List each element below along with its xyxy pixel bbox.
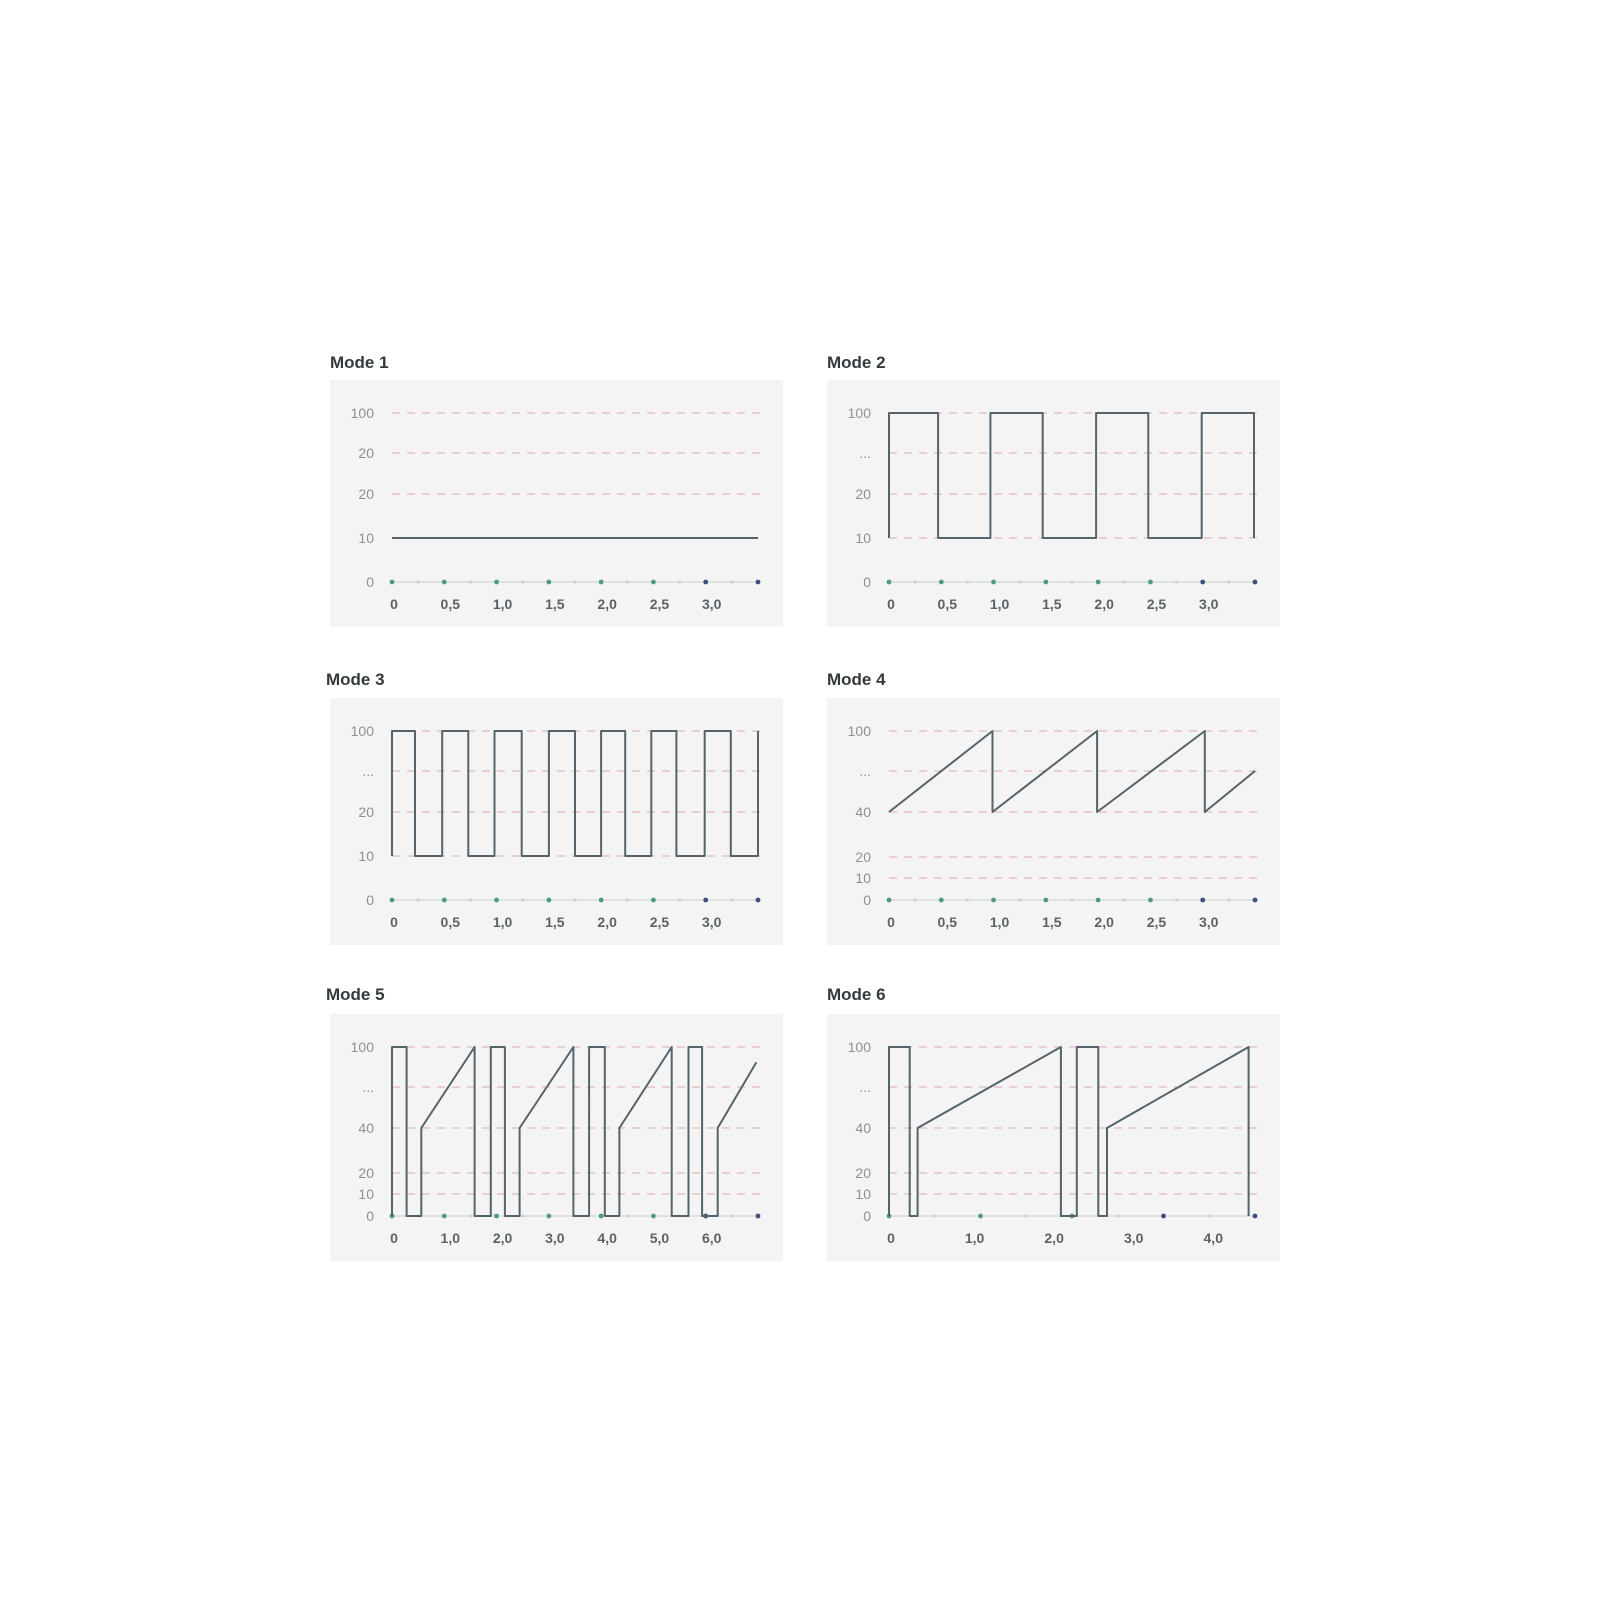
y-tick-label: ... [859,445,871,461]
baseline-marker [1253,1214,1258,1219]
x-tick-label: 1,5 [1042,914,1062,930]
baseline-minor-dot [1227,899,1230,902]
y-tick-label: 20 [358,804,374,820]
x-tick-label: 0,5 [440,914,461,930]
plot-background [827,698,1280,945]
y-tick-label: 10 [855,1186,871,1202]
x-tick-label: 2,5 [1146,914,1167,930]
x-tick-label: 2,0 [492,1230,513,1246]
x-tick-label: 3,0 [701,914,722,930]
plot-background [330,698,783,945]
baseline-marker [546,580,551,585]
x-tick-label: 3,0 [1198,596,1219,612]
baseline-marker [991,580,996,585]
baseline-minor-dot [933,1215,936,1218]
y-tick-label: 100 [350,723,374,739]
y-tick-label: 0 [863,574,871,590]
y-tick-label: 10 [855,530,871,546]
chart-panel [827,698,1280,945]
baseline-minor-dot [469,899,472,902]
baseline-marker [599,1214,604,1219]
y-tick-label: 100 [847,405,871,421]
baseline-minor-dot [914,581,917,584]
chart-panel [827,1014,1280,1261]
baseline-marker [887,898,892,903]
x-tick-label: 3,0 [1198,914,1219,930]
x-tick-label: 0,5 [937,596,958,612]
baseline-marker [1043,898,1048,903]
x-tick-label: 0 [887,1230,895,1246]
y-tick-label: 40 [855,1120,871,1136]
baseline-minor-dot [1071,581,1074,584]
baseline-minor-dot [521,581,524,584]
y-tick-label: 0 [366,1208,374,1224]
y-tick-label: 0 [366,574,374,590]
x-tick-label: 2,5 [649,596,670,612]
baseline-minor-dot [1018,899,1021,902]
x-tick-label: 4,0 [1203,1230,1223,1246]
y-tick-label: 0 [366,892,374,908]
y-tick-label: ... [362,763,374,779]
baseline-minor-dot [417,899,420,902]
y-tick-label: 40 [358,1120,374,1136]
x-tick-label: 2,0 [597,596,617,612]
y-tick-label: 10 [358,1186,374,1202]
chart-panel [330,380,783,627]
x-tick-label: 0,5 [440,596,461,612]
y-tick-label: 100 [350,1039,374,1055]
x-tick-label: 0 [390,1230,398,1246]
baseline-minor-dot [1123,581,1126,584]
baseline-marker [546,1214,551,1219]
baseline-marker [442,580,447,585]
baseline-marker [939,898,944,903]
y-tick-label: ... [859,763,871,779]
x-tick-label: 0,5 [937,914,958,930]
chart-title: Mode 2 [827,353,886,372]
y-tick-label: 10 [855,870,871,886]
y-tick-label: 20 [358,486,374,502]
x-tick-label: 3,0 [1123,1230,1144,1246]
baseline-marker [1148,580,1153,585]
baseline-marker [978,1214,983,1219]
baseline-marker [756,1214,761,1219]
x-tick-label: 5,0 [649,1230,670,1246]
chart-title: Mode 4 [827,670,886,689]
baseline-marker [1253,580,1258,585]
baseline-minor-dot [469,581,472,584]
baseline-minor-dot [730,899,733,902]
x-tick-label: 2,5 [649,914,670,930]
baseline-minor-dot [626,1215,629,1218]
chart-panel [827,380,1280,627]
baseline-minor-dot [469,1215,472,1218]
x-tick-label: 1,0 [989,914,1010,930]
x-tick-label: 1,0 [492,914,513,930]
baseline-minor-dot [966,899,969,902]
baseline-minor-dot [966,581,969,584]
baseline-marker [651,1214,656,1219]
baseline-marker [887,580,892,585]
y-tick-label: 20 [855,486,871,502]
x-tick-label: 1,5 [545,596,565,612]
baseline-marker [1200,580,1205,585]
baseline-minor-dot [1175,899,1178,902]
plot-background [330,380,783,627]
baseline-marker [651,580,656,585]
chart-title: Mode 3 [326,670,385,689]
baseline-minor-dot [417,581,420,584]
y-tick-label: 20 [855,849,871,865]
baseline-minor-dot [521,1215,524,1218]
baseline-minor-dot [1071,899,1074,902]
baseline-marker [939,580,944,585]
baseline-minor-dot [574,899,577,902]
chart-title: Mode 6 [827,985,886,1004]
baseline-minor-dot [574,581,577,584]
baseline-marker [1253,898,1258,903]
chart-panel [330,1014,783,1261]
x-tick-label: 2,0 [1094,596,1114,612]
baseline-marker [494,580,499,585]
baseline-marker [390,898,395,903]
chart-title: Mode 5 [326,985,385,1004]
x-tick-label: 1,5 [545,914,565,930]
baseline-marker [1200,898,1205,903]
plot-background [827,380,1280,627]
x-tick-label: 4,0 [597,1230,617,1246]
baseline-minor-dot [1208,1215,1211,1218]
x-tick-label: 2,0 [1044,1230,1064,1246]
baseline-marker [1096,898,1101,903]
x-tick-label: 2,5 [1146,596,1167,612]
baseline-marker [703,898,708,903]
x-tick-label: 3,0 [701,596,722,612]
x-tick-label: 1,0 [989,596,1010,612]
baseline-marker [1043,580,1048,585]
y-tick-label: 20 [358,445,374,461]
x-tick-label: 1,5 [1042,596,1062,612]
y-tick-label: 20 [855,1165,871,1181]
baseline-marker [1161,1214,1166,1219]
baseline-minor-dot [730,581,733,584]
baseline-marker [390,580,395,585]
baseline-marker [442,1214,447,1219]
x-tick-label: 1,0 [440,1230,461,1246]
y-tick-label: 40 [855,804,871,820]
x-tick-label: 0 [390,914,398,930]
x-tick-label: 3,0 [545,1230,565,1246]
y-tick-label: 100 [847,723,871,739]
baseline-marker [756,898,761,903]
baseline-minor-dot [1123,899,1126,902]
baseline-minor-dot [678,899,681,902]
baseline-marker [546,898,551,903]
baseline-marker [651,898,656,903]
baseline-minor-dot [1175,581,1178,584]
y-tick-label: ... [859,1079,871,1095]
baseline-marker [1096,580,1101,585]
y-tick-label: 20 [358,1165,374,1181]
y-tick-label: 10 [358,848,374,864]
baseline-marker [494,898,499,903]
plot-background [330,1014,783,1261]
y-tick-label: 0 [863,1208,871,1224]
x-tick-label: 1,0 [492,596,513,612]
baseline-marker [494,1214,499,1219]
y-tick-label: 100 [847,1039,871,1055]
baseline-minor-dot [1018,581,1021,584]
baseline-marker [991,898,996,903]
y-tick-label: ... [362,1079,374,1095]
chart-panel [330,698,783,945]
baseline-marker [599,580,604,585]
baseline-marker [756,580,761,585]
y-tick-label: 10 [358,530,374,546]
baseline-marker [599,898,604,903]
baseline-minor-dot [914,899,917,902]
baseline-minor-dot [730,1215,733,1218]
x-tick-label: 6,0 [701,1230,722,1246]
x-tick-label: 1,0 [964,1230,985,1246]
baseline-minor-dot [521,899,524,902]
x-tick-label: 0 [390,596,398,612]
baseline-minor-dot [626,899,629,902]
baseline-marker [1148,898,1153,903]
x-tick-label: 2,0 [1094,914,1114,930]
baseline-minor-dot [678,581,681,584]
x-tick-label: 2,0 [597,914,617,930]
baseline-minor-dot [1227,581,1230,584]
x-tick-label: 0 [887,596,895,612]
y-tick-label: 0 [863,892,871,908]
x-tick-label: 0 [887,914,895,930]
baseline-marker [442,898,447,903]
baseline-minor-dot [1025,1215,1028,1218]
chart-title: Mode 1 [330,353,389,372]
baseline-marker [703,580,708,585]
y-tick-label: 100 [350,405,374,421]
baseline-minor-dot [626,581,629,584]
baseline-minor-dot [1116,1215,1119,1218]
